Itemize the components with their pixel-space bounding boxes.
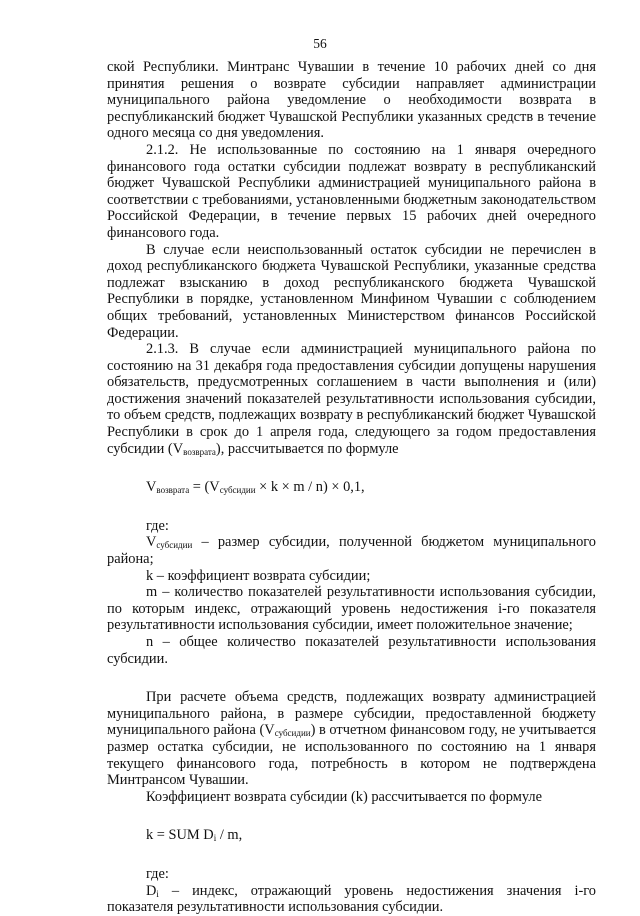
paragraph-coefficient-intro: Коэффициент возврата субсидии (k) рассчитывается по формуле [146,788,542,805]
formula1-mid: = (V [189,479,220,496]
def-v-letter: V [146,534,157,551]
def-d-text: – индекс, отражающий уровень недостижения значения i-го показателя результативности использования субсидии. [107,882,596,916]
definition-v-subsidy [107,534,596,567]
definition-k: k – коэффициент возврата субсидии; [146,567,371,584]
paragraph-continuation: ской Республики. Минтранс Чувашии в течение 10 рабочих дней со дня принятия решения о возврате субсидии направляет администрации муниципального района уведомление о необходимости возврата в республиканский бюджет Чувашской Республики указанных средств в течение одного месяца со дня уведомления. [107,59,596,142]
page-number: 56 [313,36,327,51]
definition-n: n – общее количество показателей результативности использования субсидии. [107,634,596,667]
p5-subscript: субсидии [274,728,311,739]
paragraph-2-1-3 [107,341,596,457]
p4-text: 2.1.3. В случае если администрацией муниципального района по состоянию на 31 декабря года предоставления субсидии допущены нарушения обязательств, предусмотренных соглашением в части выполнения и (или) достижения значений показателей результативности использования субсидии, то объем средств, подлежащих возврату в республиканский бюджет Чувашской Республики в срок до 1 апреля года, следующего за годом предоставления субсидии (V [107,341,596,457]
formula2-sub: i [213,833,217,844]
where-label-1: где: [146,517,169,534]
document-body [107,59,596,916]
formula1-sub1: возврата [156,485,190,496]
paragraph-calculation-note [107,689,596,789]
def-d-subscript: i [156,888,159,899]
paragraph-2-1-2: 2.1.2. Не использованные по состоянию на 1 января очередного финансового года остатки субсидии подлежат возврату в республиканский бюджет Чувашской Республики администрацией муниципального района в соответствии с требованиями, установленными бюджетным законодательством Российской Федерации, в течение первых 15 рабочих дней очередного финансового года. [107,141,596,241]
p5-text-b: ) в отчетном финансовом году, не учитывается размер остатка субсидии, не использованного по состоянию на 1 января текущего финансового года, потребность в котором не подтверждена Минтрансом Чувашии. [107,722,597,789]
where-label-2: где: [146,865,169,882]
def-d-letter: D [146,882,157,899]
formula-coefficient [107,827,596,844]
paragraph-unused-balance: В случае если неиспользованный остаток субсидии не перечислен в доход республиканского бюджета Чувашской Республики, указанные средства подлежат взысканию в доход республиканского бюджета Чувашской Республики в порядке, установленном Минфином Чувашии с соблюдением общих требований, установленных Министерством финансов Российской Федерации. [107,241,596,341]
formula1-v: V [146,479,157,496]
p4-subscript: возврата [183,446,216,457]
definition-m: m – количество показателей результативности использования субсидии, по которым индекс, отражающий уровень недостижения i-го показателя результативности использования субсидии, имеет положительное значение; [107,584,596,634]
p4-end: ), рассчитывается по формуле [215,440,399,457]
def-v-text: – размер субсидии, полученной бюджетом муниципального района; [107,534,596,568]
formula1-sub2: субсидии [219,485,256,496]
formula-return-amount [107,479,596,496]
p5-text-a: При расчете объема средств, подлежащих возврату администрацией муниципального района, в размере субсидии, предоставленной бюджету муниципального района (V [107,689,596,739]
definition-d [107,883,596,916]
formula1-rest: × k × m / n) × 0,1, [255,479,365,496]
formula2-a: k = SUM D [146,827,214,844]
def-v-subscript: субсидии [156,540,193,551]
formula2-b: / m, [216,827,243,844]
